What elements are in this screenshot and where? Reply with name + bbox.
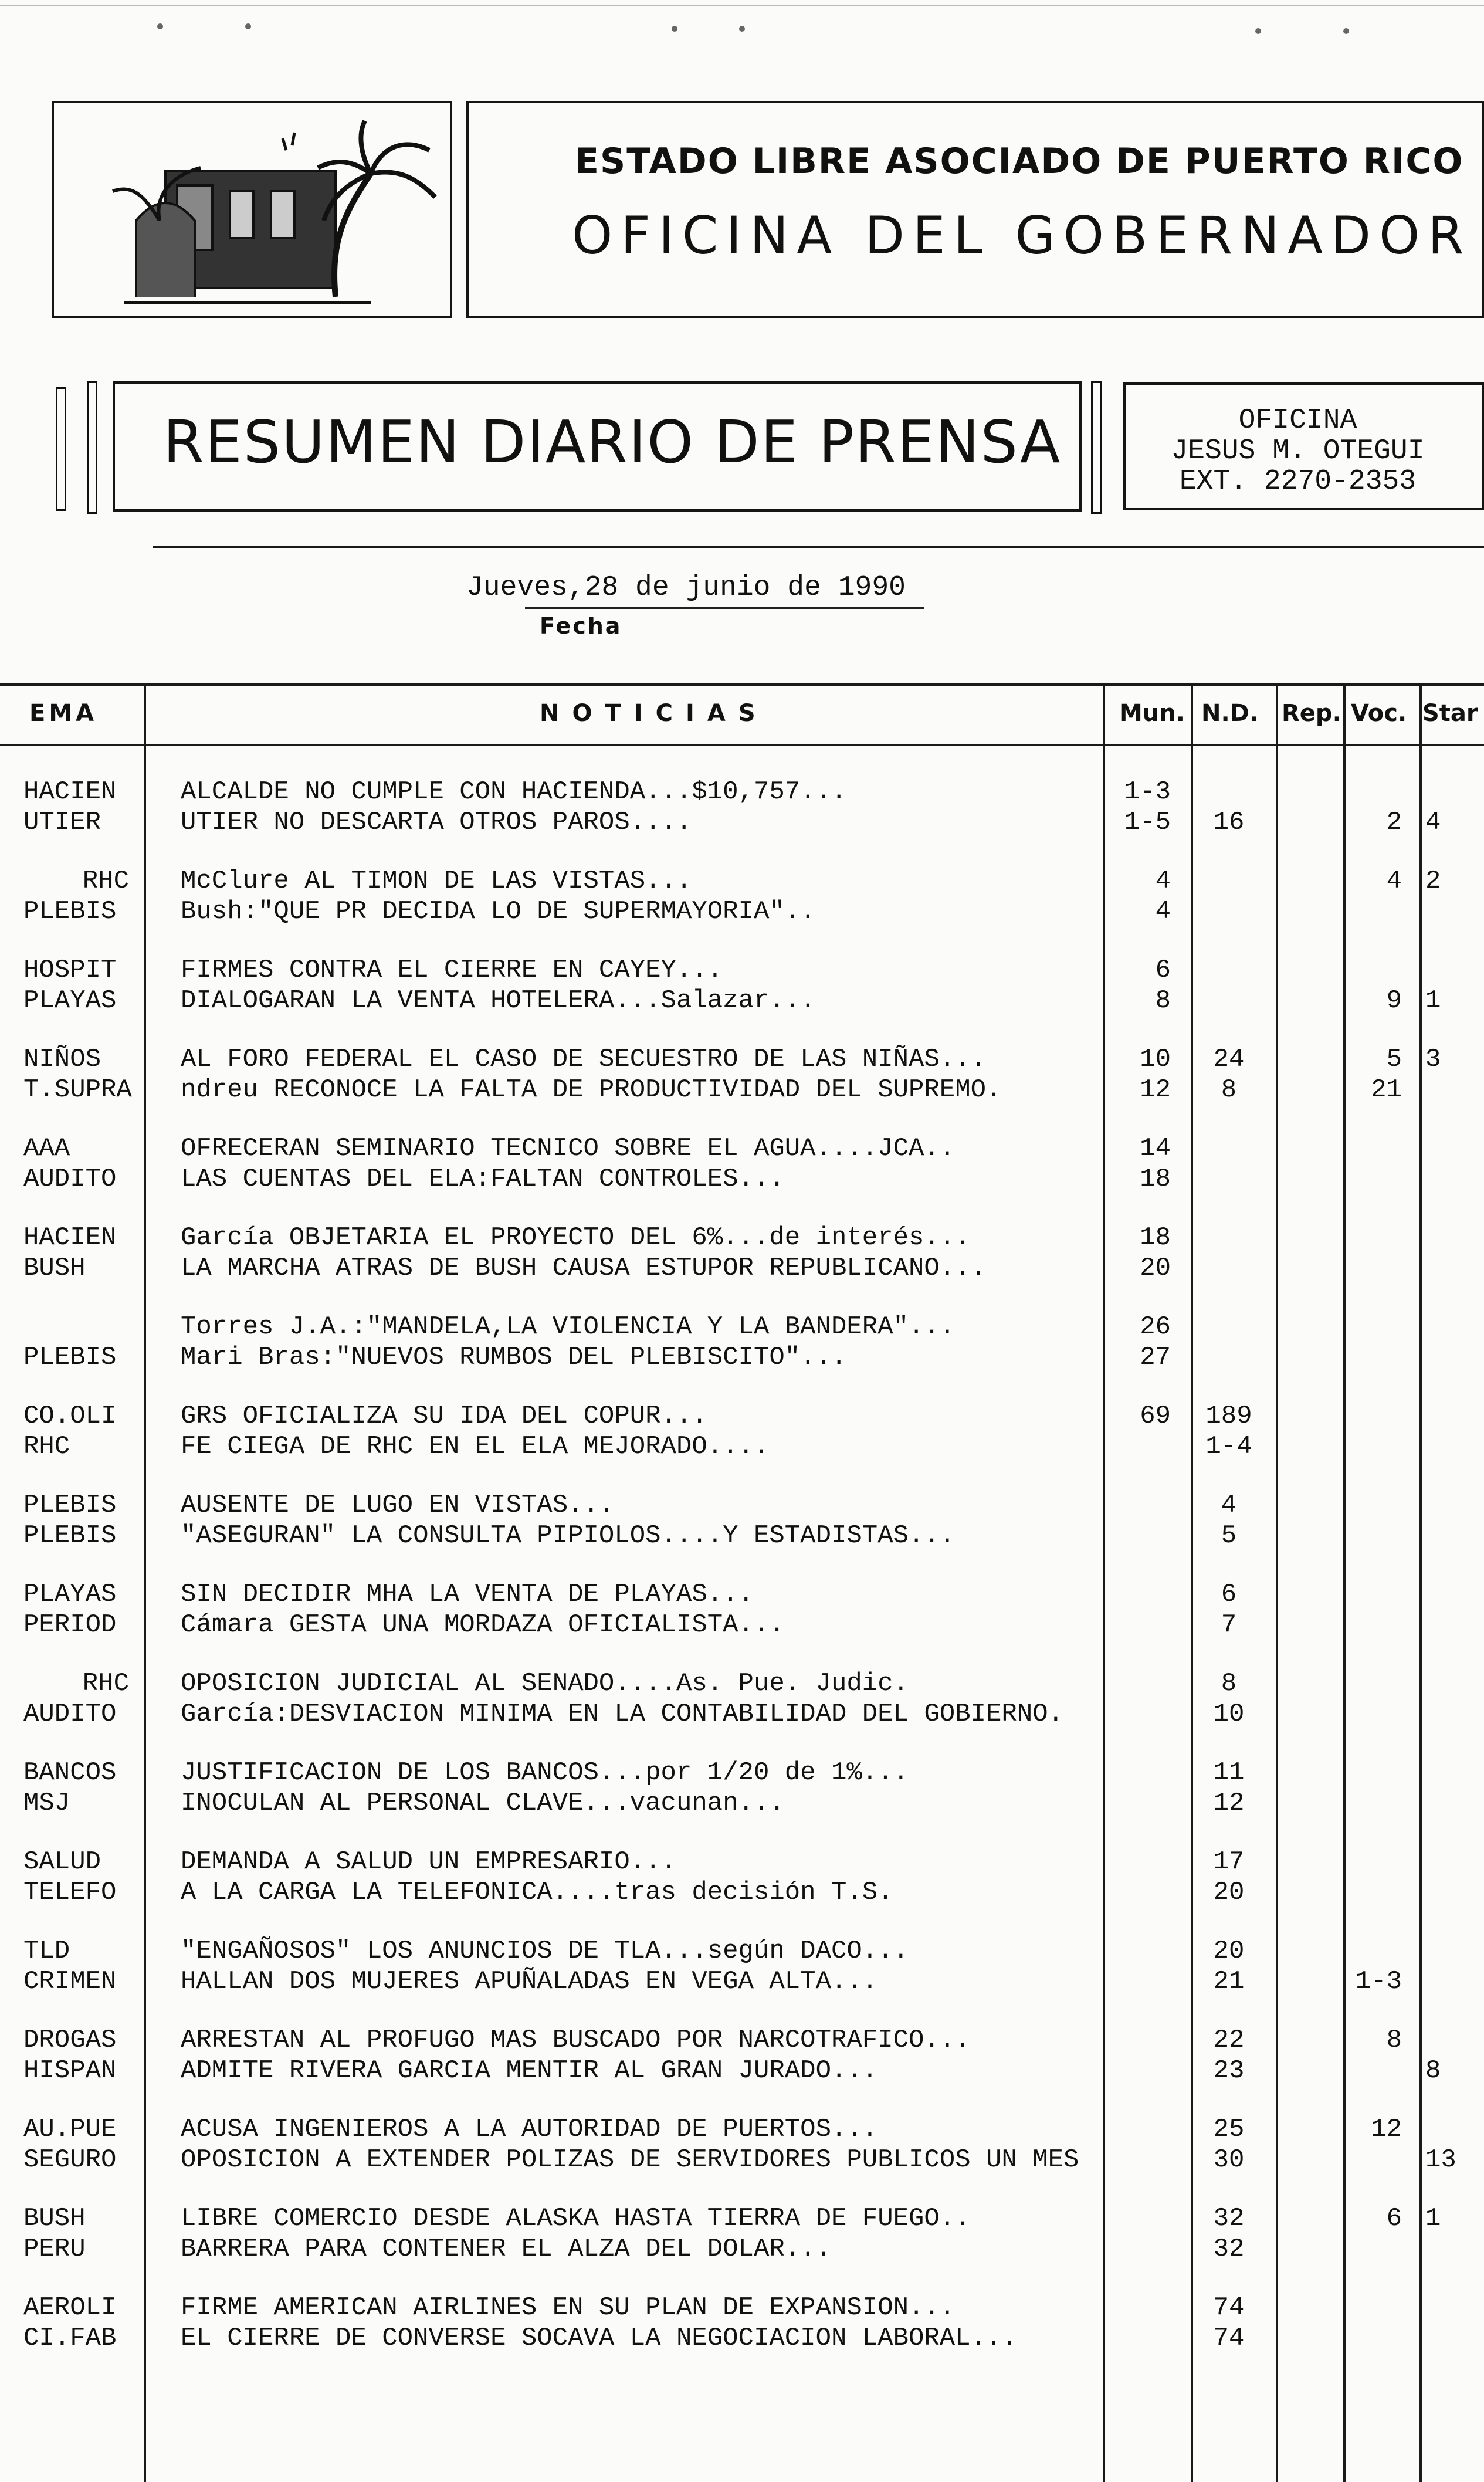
row-tema-cell: HOSPIT [23, 956, 117, 985]
table-row [0, 1699, 1484, 1730]
column-header-noticias: NOTICIAS [540, 700, 768, 727]
row-mun-cell: 4 [1155, 897, 1171, 926]
row-tema-cell: AAA [23, 1134, 70, 1163]
row-tema-cell: TELEFO [23, 1878, 117, 1907]
row-tema-cell: PLEBIS [23, 1343, 117, 1372]
table-row [0, 1758, 1484, 1789]
row-nd-cell: 23 [1213, 2056, 1245, 2085]
table-row [0, 2115, 1484, 2145]
row-nd-cell: 32 [1213, 2234, 1245, 2264]
table-row [0, 956, 1484, 986]
row-tema-cell: AUDITO [23, 1699, 117, 1729]
table-row [0, 2234, 1484, 2265]
row-tema-cell: BUSH [23, 2204, 86, 2233]
row-news-cell: ARRESTAN AL PROFUGO MAS BUSCADO POR NARCOTRAFICO... [181, 2026, 971, 2055]
table-row [0, 1491, 1484, 1521]
table-row [0, 1045, 1484, 1075]
row-mun-cell: 1-3 [1124, 777, 1171, 807]
row-nd-cell: 74 [1213, 2293, 1245, 2322]
row-nd-cell: 22 [1213, 2026, 1245, 2055]
row-nd-cell: 7 [1221, 1610, 1237, 1640]
fortaleza-logo-icon [54, 103, 450, 316]
column-header-mun: Mun. [1119, 700, 1185, 727]
row-tema-cell: CI.FAB [23, 2324, 117, 2353]
row-news-cell: OPOSICION JUDICIAL AL SENADO....As. Pue. Judic. [181, 1669, 909, 1698]
row-news-cell: DEMANDA A SALUD UN EMPRESARIO... [181, 1847, 676, 1877]
table-row [0, 1223, 1484, 1254]
table-row [0, 1164, 1484, 1195]
table-row [0, 1967, 1484, 1997]
office-extension: EXT. 2270-2353 [1179, 466, 1417, 497]
row-tema-cell: PLAYAS [23, 1580, 117, 1609]
row-news-cell: EL CIERRE DE CONVERSE SOCAVA LA NEGOCIACION LABORAL... [181, 2324, 1017, 2353]
row-tema-cell: CRIMEN [23, 1967, 117, 1996]
table-row [0, 1580, 1484, 1610]
row-tema-cell: NIÑOS [23, 1045, 101, 1074]
row-tema-cell: SALUD [23, 1847, 101, 1877]
row-mun-cell: 6 [1155, 956, 1171, 985]
date-value: Jueves,28 de junio de 1990 [466, 572, 906, 604]
row-voc-cell: 4 [1386, 866, 1402, 896]
row-nd-cell: 25 [1213, 2115, 1245, 2144]
row-voc-cell: 6 [1386, 2204, 1402, 2233]
row-news-cell: DIALOGARAN LA VENTA HOTELERA...Salazar... [181, 986, 816, 1015]
table-row [0, 1254, 1484, 1284]
table-row [0, 2056, 1484, 2087]
government-line: ESTADO LIBRE ASOCIADO DE PUERTO RICO [575, 141, 1464, 182]
table-row [0, 986, 1484, 1017]
row-voc-cell: 12 [1371, 2115, 1402, 2144]
row-tema-cell: PLEBIS [23, 1521, 117, 1550]
row-news-cell: "ENGAÑOSOS" LOS ANUNCIOS DE TLA...según DACO... [181, 1936, 909, 1966]
row-star-cell: 3 [1425, 1045, 1441, 1074]
table-row [0, 1075, 1484, 1106]
row-star-cell: 1 [1425, 2204, 1441, 2233]
table-row [0, 2145, 1484, 2176]
row-mun-cell: 69 [1140, 1401, 1171, 1431]
office-label: OFICINA [1238, 405, 1357, 436]
row-tema-cell: T.SUPRA [23, 1075, 132, 1105]
table-row [0, 1610, 1484, 1641]
table-row [0, 1521, 1484, 1552]
table-row [0, 1878, 1484, 1908]
row-news-cell: FE CIEGA DE RHC EN EL ELA MEJORADO.... [181, 1432, 770, 1461]
row-tema-cell: DROGAS [23, 2026, 117, 2055]
row-star-cell: 1 [1425, 986, 1441, 1015]
row-nd-cell: 10 [1213, 1699, 1245, 1729]
row-mun-cell: 18 [1140, 1223, 1171, 1252]
row-tema-cell: AU.PUE [23, 2115, 117, 2144]
row-nd-cell: 12 [1213, 1789, 1245, 1818]
row-tema-cell: PLEBIS [23, 897, 117, 926]
row-tema-cell: MSJ [23, 1789, 70, 1818]
row-mun-cell: 20 [1140, 1254, 1171, 1283]
row-nd-cell: 8 [1221, 1669, 1237, 1698]
row-nd-cell: 17 [1213, 1847, 1245, 1877]
row-star-cell: 2 [1425, 866, 1441, 896]
column-header-tema: EMA [29, 700, 98, 727]
table-row [0, 1134, 1484, 1164]
row-news-cell: McClure AL TIMON DE LAS VISTAS... [181, 866, 692, 896]
row-tema-cell: HACIEN [23, 1223, 117, 1252]
row-tema-cell: TLD [23, 1936, 70, 1966]
table-row [0, 1343, 1484, 1373]
row-star-cell: 4 [1425, 808, 1441, 837]
table-row [0, 777, 1484, 808]
row-voc-cell: 8 [1386, 2026, 1402, 2055]
row-news-cell: FIRME AMERICAN AIRLINES EN SU PLAN DE EXPANSION... [181, 2293, 956, 2322]
row-mun-cell: 4 [1155, 866, 1171, 896]
row-nd-cell: 32 [1213, 2204, 1245, 2233]
row-mun-cell: 8 [1155, 986, 1171, 1015]
row-news-cell: UTIER NO DESCARTA OTROS PAROS.... [181, 808, 692, 837]
row-news-cell: "ASEGURAN" LA CONSULTA PIPIOLOS....Y ESTADISTAS... [181, 1521, 956, 1550]
row-nd-cell: 30 [1213, 2145, 1245, 2175]
row-nd-cell: 6 [1221, 1580, 1237, 1609]
row-news-cell: AUSENTE DE LUGO EN VISTAS... [181, 1491, 615, 1520]
row-news-cell: SIN DECIDIR MHA LA VENTA DE PLAYAS... [181, 1580, 754, 1609]
table-row [0, 1312, 1484, 1343]
row-nd-cell: 189 [1205, 1401, 1252, 1431]
row-news-cell: ADMITE RIVERA GARCIA MENTIR AL GRAN JURADO... [181, 2056, 878, 2085]
row-nd-cell: 74 [1213, 2324, 1245, 2353]
row-news-cell: HALLAN DOS MUJERES APUÑALADAS EN VEGA ALTA... [181, 1967, 878, 1996]
row-voc-cell: 9 [1386, 986, 1402, 1015]
row-nd-cell: 1-4 [1205, 1432, 1252, 1461]
table-row [0, 1789, 1484, 1819]
row-news-cell: Bush:"QUE PR DECIDA LO DE SUPERMAYORIA".. [181, 897, 816, 926]
row-voc-cell: 21 [1371, 1075, 1402, 1105]
row-tema-cell: UTIER [23, 808, 101, 837]
row-news-cell: ndreu RECONOCE LA FALTA DE PRODUCTIVIDAD DEL SUPREMO. [181, 1075, 1002, 1105]
row-news-cell: ACUSA INGENIEROS A LA AUTORIDAD DE PUERTOS... [181, 2115, 878, 2144]
row-nd-cell: 16 [1213, 808, 1245, 837]
column-header-rep: Rep. [1282, 700, 1341, 727]
column-header-star: Star [1422, 700, 1478, 727]
row-nd-cell: 20 [1213, 1936, 1245, 1966]
row-tema-cell: PERIOD [23, 1610, 117, 1640]
table-row [0, 1847, 1484, 1878]
row-news-cell: OPOSICION A EXTENDER POLIZAS DE SERVIDORES PUBLICOS UN MES [181, 2145, 1079, 2175]
row-voc-cell: 2 [1386, 808, 1402, 837]
row-news-cell: OFRECERAN SEMINARIO TECNICO SOBRE EL AGUA....JCA.. [181, 1134, 956, 1163]
row-tema-cell: CO.OLI [23, 1401, 117, 1431]
row-tema-cell: HACIEN [23, 777, 117, 807]
table-row [0, 1432, 1484, 1462]
table-row [0, 1401, 1484, 1432]
row-nd-cell: 11 [1213, 1758, 1245, 1787]
row-news-cell: LA MARCHA ATRAS DE BUSH CAUSA ESTUPOR REPUBLICANO... [181, 1254, 987, 1283]
column-header-nd: N.D. [1201, 700, 1259, 727]
row-news-cell: García OBJETARIA EL PROYECTO DEL 6%...de interés... [181, 1223, 971, 1252]
row-nd-cell: 24 [1213, 1045, 1245, 1074]
table-row [0, 2324, 1484, 2354]
row-tema-cell: BUSH [23, 1254, 86, 1283]
row-tema-cell: HISPAN [23, 2056, 117, 2085]
row-nd-cell: 20 [1213, 1878, 1245, 1907]
row-news-cell: García:DESVIACION MINIMA EN LA CONTABILIDAD DEL GOBIERNO. [181, 1699, 1064, 1729]
row-mun-cell: 14 [1140, 1134, 1171, 1163]
table-row [0, 2026, 1484, 2056]
row-mun-cell: 27 [1140, 1343, 1171, 1372]
row-tema-cell: RHC [23, 1432, 70, 1461]
row-news-cell: A LA CARGA LA TELEFONICA....tras decisión T.S. [181, 1878, 893, 1907]
row-news-cell: GRS OFICIALIZA SU IDA DEL COPUR... [181, 1401, 707, 1431]
row-mun-cell: 10 [1140, 1045, 1171, 1074]
row-news-cell: ALCALDE NO CUMPLE CON HACIENDA...$10,757... [181, 777, 847, 807]
row-mun-cell: 1-5 [1124, 808, 1171, 837]
row-tema-cell: RHC [82, 866, 129, 896]
row-tema-cell: SEGURO [23, 2145, 117, 2175]
row-news-cell: LIBRE COMERCIO DESDE ALASKA HASTA TIERRA DE FUEGO.. [181, 2204, 971, 2233]
row-mun-cell: 26 [1140, 1312, 1171, 1342]
row-nd-cell: 5 [1221, 1521, 1237, 1550]
document-title: RESUMEN DIARIO DE PRENSA [163, 408, 1062, 476]
date-underline [525, 607, 924, 609]
table-row [0, 2204, 1484, 2234]
row-voc-cell: 1-3 [1355, 1967, 1402, 1996]
row-tema-cell: PERU [23, 2234, 86, 2264]
row-tema-cell: RHC [82, 1669, 129, 1698]
row-nd-cell: 8 [1221, 1075, 1237, 1105]
row-news-cell: BARRERA PARA CONTENER EL ALZA DEL DOLAR... [181, 2234, 831, 2264]
row-news-cell: Mari Bras:"NUEVOS RUMBOS DEL PLEBISCITO"... [181, 1343, 847, 1372]
row-star-cell: 13 [1425, 2145, 1456, 2175]
row-tema-cell: PLAYAS [23, 986, 117, 1015]
row-news-cell: Cámara GESTA UNA MORDAZA OFICIALISTA... [181, 1610, 785, 1640]
row-mun-cell: 18 [1140, 1164, 1171, 1194]
row-nd-cell: 21 [1213, 1967, 1245, 1996]
row-tema-cell: AUDITO [23, 1164, 117, 1194]
logo-box [52, 101, 452, 318]
row-news-cell: AL FORO FEDERAL EL CASO DE SECUESTRO DE LAS NIÑAS... [181, 1045, 987, 1074]
table-row [0, 897, 1484, 927]
table-row [0, 866, 1484, 897]
row-news-cell: Torres J.A.:"MANDELA,LA VIOLENCIA Y LA BANDERA"... [181, 1312, 956, 1342]
table-row [0, 1669, 1484, 1699]
row-tema-cell: BANCOS [23, 1758, 117, 1787]
row-star-cell: 8 [1425, 2056, 1441, 2085]
table-row [0, 1936, 1484, 1967]
row-news-cell: JUSTIFICACION DE LOS BANCOS...por 1/20 de 1%... [181, 1758, 909, 1787]
row-tema-cell: PLEBIS [23, 1491, 117, 1520]
table-row [0, 808, 1484, 838]
row-nd-cell: 4 [1221, 1491, 1237, 1520]
table-row [0, 2293, 1484, 2324]
row-tema-cell: AEROLI [23, 2293, 117, 2322]
row-news-cell: INOCULAN AL PERSONAL CLAVE...vacunan... [181, 1789, 785, 1818]
column-header-voc: Voc. [1351, 700, 1407, 727]
row-mun-cell: 12 [1140, 1075, 1171, 1105]
row-voc-cell: 5 [1386, 1045, 1402, 1074]
date-label: Fecha [540, 613, 622, 639]
row-news-cell: FIRMES CONTRA EL CIERRE EN CAYEY... [181, 956, 723, 985]
office-person: JESUS M. OTEGUI [1171, 435, 1425, 467]
office-line: OFICINA DEL GOBERNADOR [572, 205, 1472, 266]
row-news-cell: LAS CUENTAS DEL ELA:FALTAN CONTROLES... [181, 1164, 785, 1194]
